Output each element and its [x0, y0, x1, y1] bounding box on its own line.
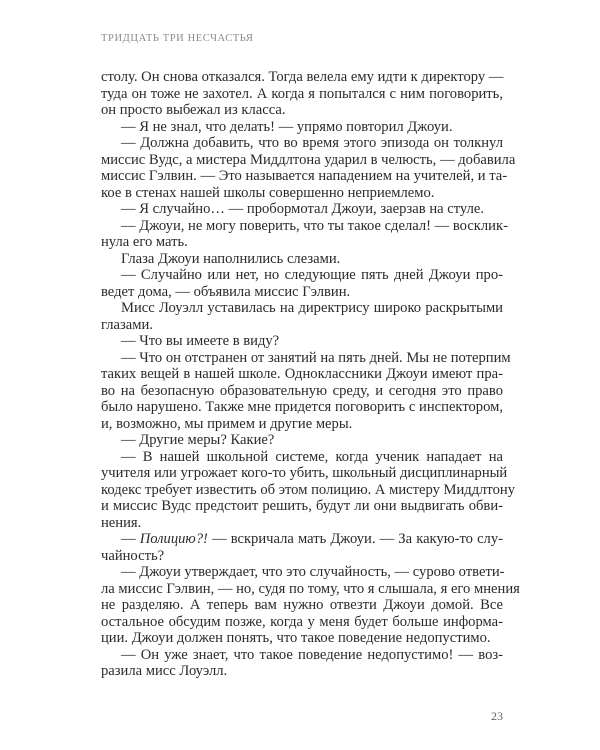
text-line: и, возможно, мы примем и другие меры.: [101, 415, 353, 432]
text-line: было нарушено. Также мне придется поговорить с инспектором,: [101, 399, 503, 415]
text-line: ции. Джоуи должен понять, что такое поведение недопустимо.: [101, 630, 491, 646]
text-line: [101, 531, 503, 548]
text-line: — Другие меры? Какие?: [121, 432, 275, 448]
text-line: глазами.: [101, 316, 153, 333]
text-line: остальное обсудим позже, когда у меня будет больше информа-: [101, 613, 503, 630]
text-line: он просто выбежал из класса.: [101, 102, 286, 118]
text-line: чайность?: [101, 547, 165, 564]
text-line: ведет дома, — объявила миссис Гэлвин.: [101, 283, 351, 300]
text-line: — Случайно или нет, но следующие пять дней Джоуи про-: [121, 267, 503, 283]
text-line: — Я случайно… — пробормотал Джоуи, заерзав на стуле.: [121, 201, 484, 217]
text-line: кое в стенах нашей школы совершенно неприемлемо.: [101, 184, 435, 201]
page-number: 23: [491, 709, 503, 723]
text-line: — Он уже знает, что такое поведение недопустимо! — воз-: [121, 646, 503, 663]
text-line: туда он тоже не захотел. А когда я попытался с ним поговорить,: [101, 85, 503, 102]
page-body-text: [101, 69, 520, 680]
running-head: ТРИДЦАТЬ ТРИ НЕСЧАСТЬЯ: [101, 33, 254, 44]
text-line: нула его мать.: [101, 234, 188, 250]
text-line: — Что вы имеете в виду?: [121, 333, 280, 349]
text-line: Мисс Лоуэлл уставилась на директрису широко раскрытыми: [121, 300, 503, 316]
text-line: — В нашей школьной системе, когда ученик нападает на: [121, 448, 503, 465]
text-line: таких вещей в нашей школе. Одноклассники Джоуи имеют пра-: [101, 366, 503, 382]
line-text: — вскричала мать Джоуи. — За какую-то слу-: [207, 531, 503, 547]
text-line: и миссис Вудс предстоит решить, будут ли они выдвигать обви-: [101, 498, 503, 514]
text-line: — Я не знал, что делать! — упрямо повторил Джоуи.: [121, 118, 453, 135]
text-line: миссис Гэлвин. — Это называется нападением на учителей, и та-: [101, 168, 508, 184]
line-prefix: —: [121, 531, 140, 547]
text-line: миссис Вудс, а мистера Миддлтона ударил в челюсть, — добавила: [101, 151, 516, 168]
text-line: — Джоуи, не могу поверить, что ты такое сделал! — восклик-: [121, 217, 508, 234]
text-line: столу. Он снова отказался. Тогда велела ему идти к директору —: [101, 69, 504, 85]
text-line: учителя или угрожает кого-то убить, школьный дисциплинарный: [101, 465, 508, 481]
text-line: не разделяю. А теперь вам нужно отвезти Джоуи домой. Все: [101, 597, 503, 613]
text-line: кодекс требует известить об этом полицию. А мистеру Миддлтону: [101, 481, 516, 498]
text-line: Глаза Джоуи наполнились слезами.: [121, 250, 341, 267]
text-line: разила мисс Лоуэлл.: [101, 663, 228, 679]
italic-text: Полицию?!: [139, 531, 208, 547]
text-line: — Что он отстранен от занятий на пять дней. Мы не потерпим: [121, 349, 511, 366]
text-line: — Должна добавить, что во время этого эпизода он толкнул: [121, 135, 503, 151]
text-line: нения.: [101, 514, 142, 531]
text-line: — Джоуи утверждает, что это случайность, — сурово ответи-: [121, 564, 505, 580]
text-line: ла миссис Гэлвин, — но, судя по тому, что я слышала, я его мнения: [101, 580, 520, 597]
text-line: во на безопасную образовательную среду, и сегодня это право: [101, 382, 503, 399]
